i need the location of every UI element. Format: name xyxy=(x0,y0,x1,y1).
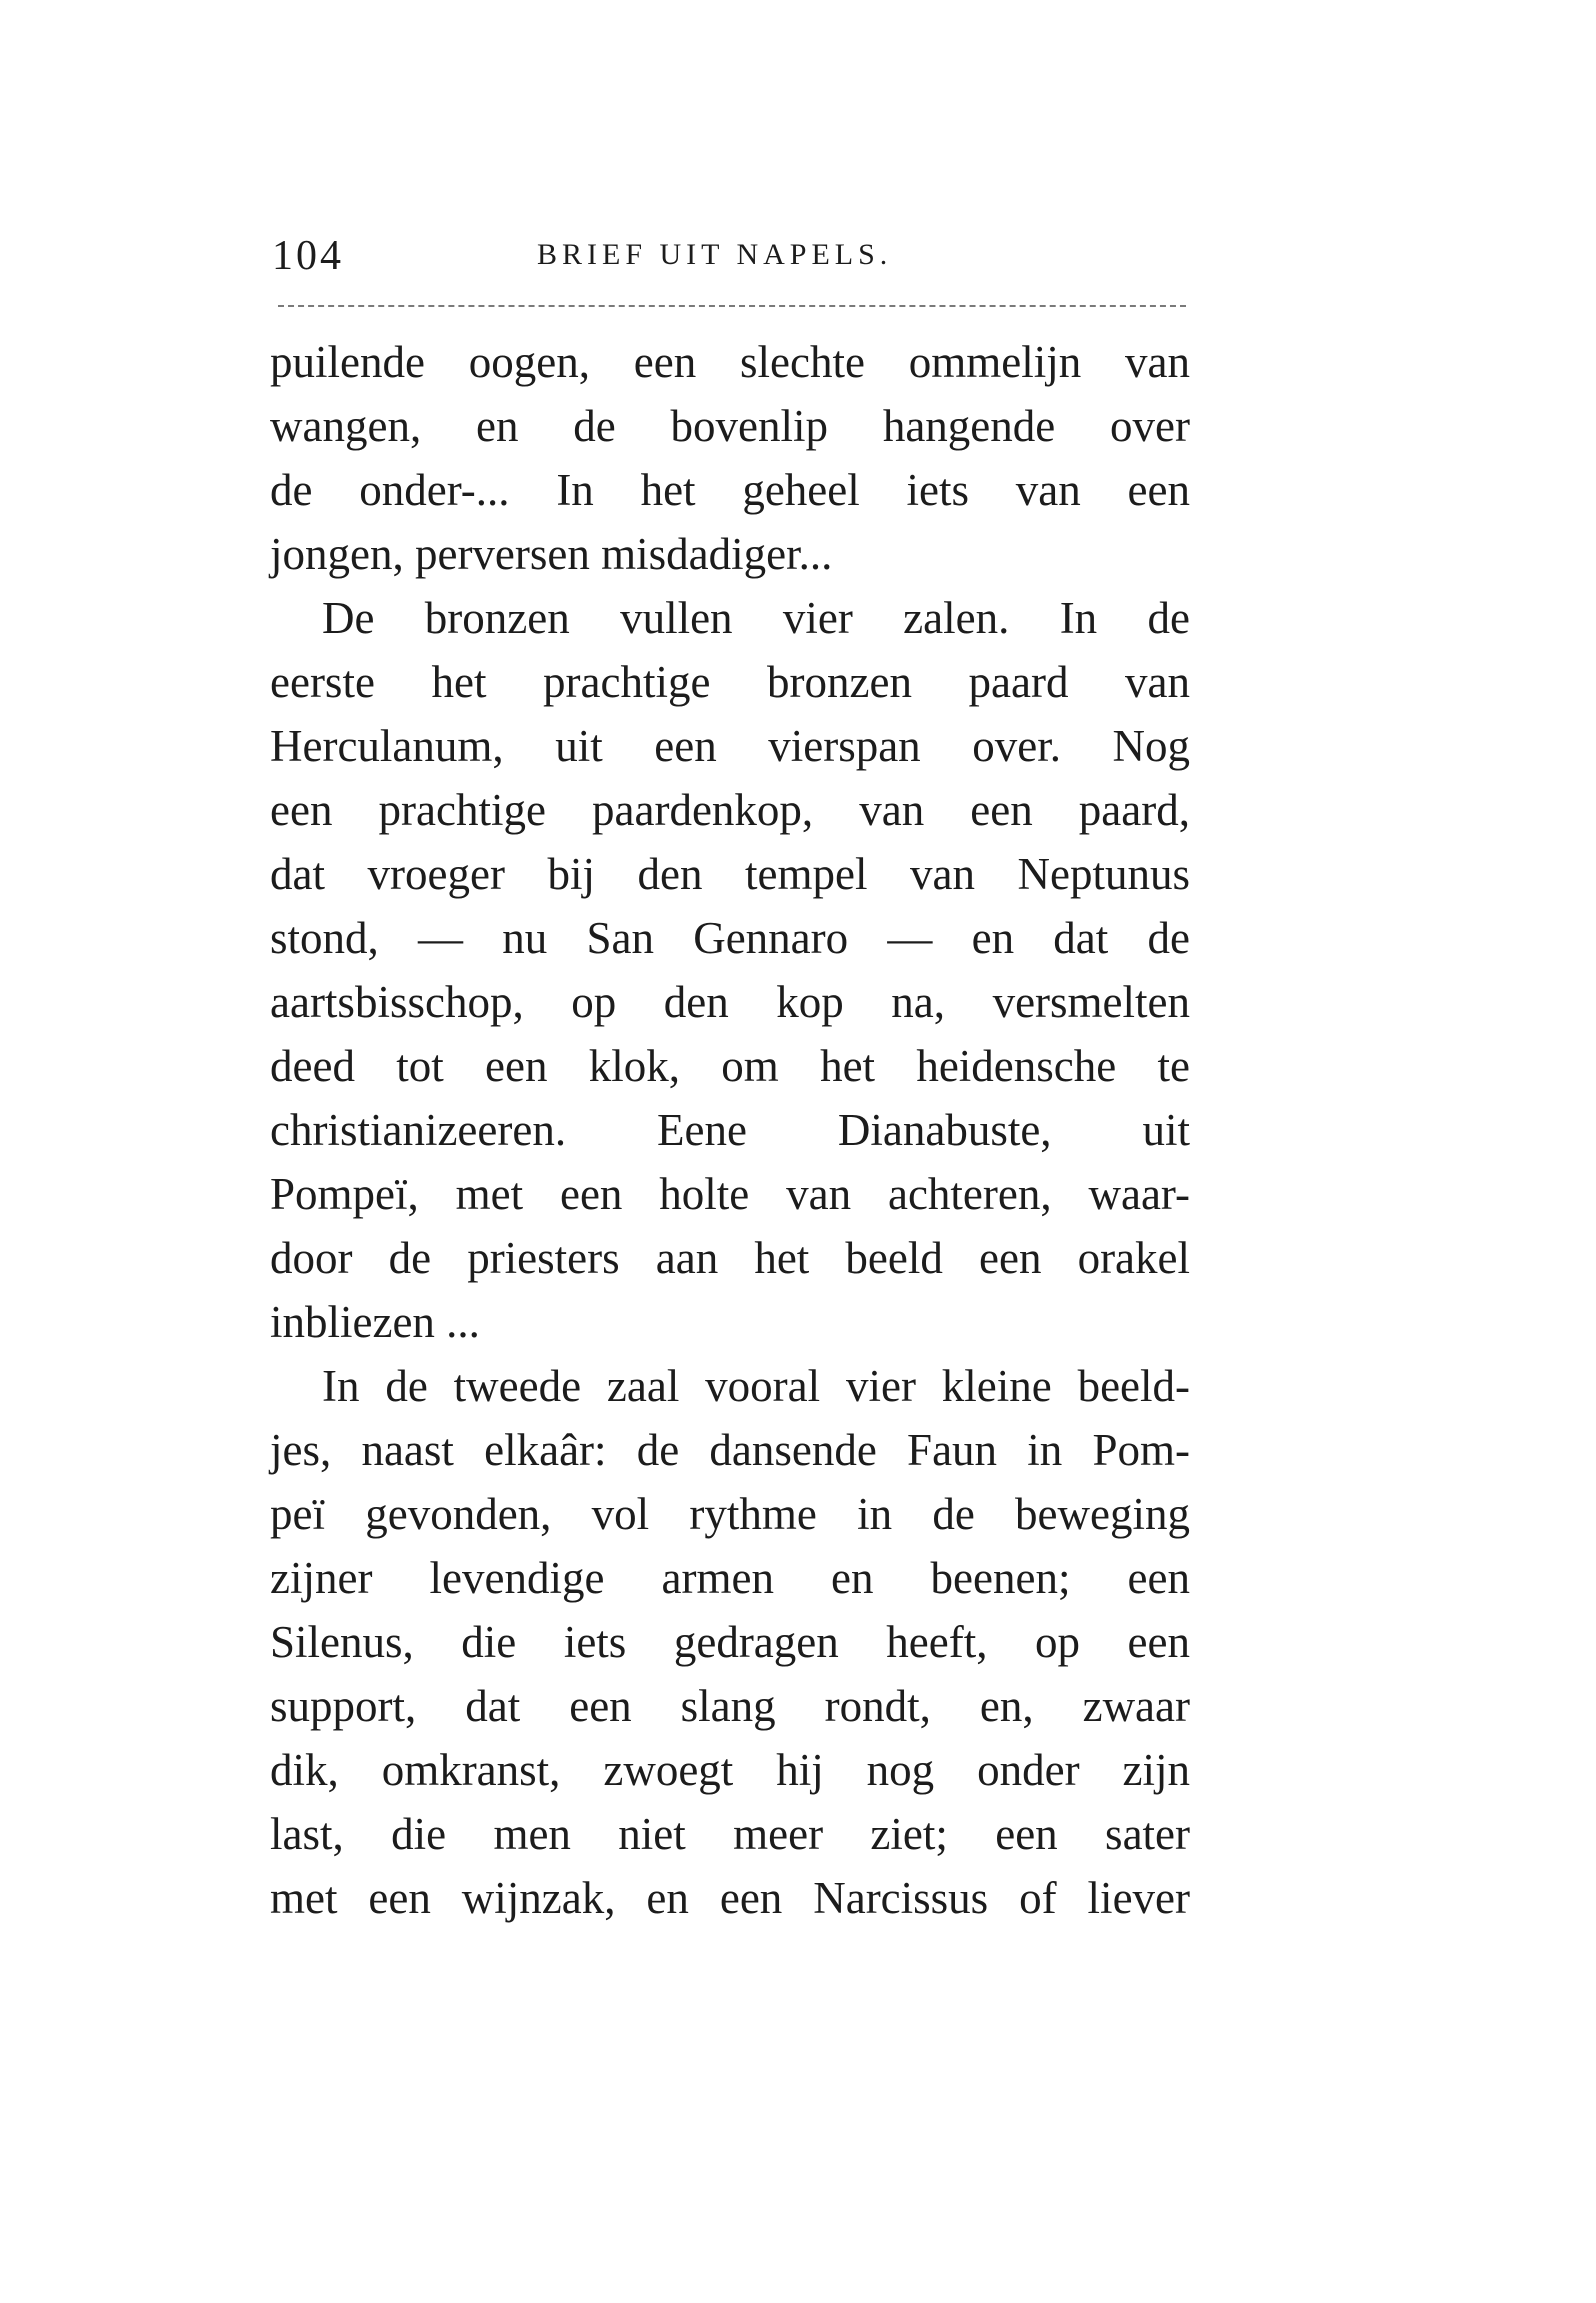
page-number: 104 xyxy=(272,233,344,279)
text-line: In de tweede zaal vooral vier kleine beeld- xyxy=(322,1361,1190,1411)
paragraph-1 xyxy=(270,330,1190,586)
text-line: aartsbisschop, op den kop na, versmelten xyxy=(270,977,1190,1027)
text-line: zijner levendige armen en beenen; een xyxy=(270,1553,1190,1603)
text-line: support, dat een slang rondt, en, zwaar xyxy=(270,1681,1190,1731)
running-title: BRIEF UIT NAPELS. xyxy=(537,238,893,271)
text-line: dik, omkranst, zwoegt hij nog onder zijn xyxy=(270,1745,1190,1795)
text-line: Silenus, die iets gedragen heeft, op een xyxy=(270,1617,1190,1667)
text-line: met een wijnzak, en een Narcissus of liever xyxy=(270,1873,1190,1923)
text-line: peï gevonden, vol rythme in de beweging xyxy=(270,1489,1190,1539)
text-line: jes, naast elkaâr: de dansende Faun in Pom- xyxy=(270,1425,1190,1475)
text-line: wangen, en de bovenlip hangende over xyxy=(270,401,1190,451)
text-line: last, die men niet meer ziet; een sater xyxy=(270,1809,1190,1859)
text-line: inbliezen ... xyxy=(270,1297,480,1347)
text-line: puilende oogen, een slechte ommelijn van xyxy=(270,337,1190,387)
text-line: door de priesters aan het beeld een orakel xyxy=(270,1233,1190,1283)
text-line: deed tot een klok, om het heidensche te xyxy=(270,1041,1190,1091)
text-line: jongen, perversen misdadiger... xyxy=(270,529,833,579)
text-line: christianizeeren. Eene Dianabuste, uit xyxy=(270,1105,1190,1155)
paragraph-3 xyxy=(270,1354,1190,1930)
text-line: eerste het prachtige bronzen paard van xyxy=(270,657,1190,707)
text-line: Herculanum, uit een vierspan over. Nog xyxy=(270,721,1190,771)
header-rule xyxy=(278,305,1186,307)
text-line: dat vroeger bij den tempel van Neptunus xyxy=(270,849,1190,899)
running-header xyxy=(272,232,1190,292)
text-line: stond, — nu San Gennaro — en dat de xyxy=(270,913,1190,963)
text-line: een prachtige paardenkop, van een paard, xyxy=(270,785,1190,835)
paragraph-2 xyxy=(270,586,1190,1354)
text-line: De bronzen vullen vier zalen. In de xyxy=(322,593,1190,643)
text-line: de onder-... In het geheel iets van een xyxy=(270,465,1190,515)
body-text xyxy=(270,330,1190,1930)
text-line: Pompeï, met een holte van achteren, waar- xyxy=(270,1169,1190,1219)
